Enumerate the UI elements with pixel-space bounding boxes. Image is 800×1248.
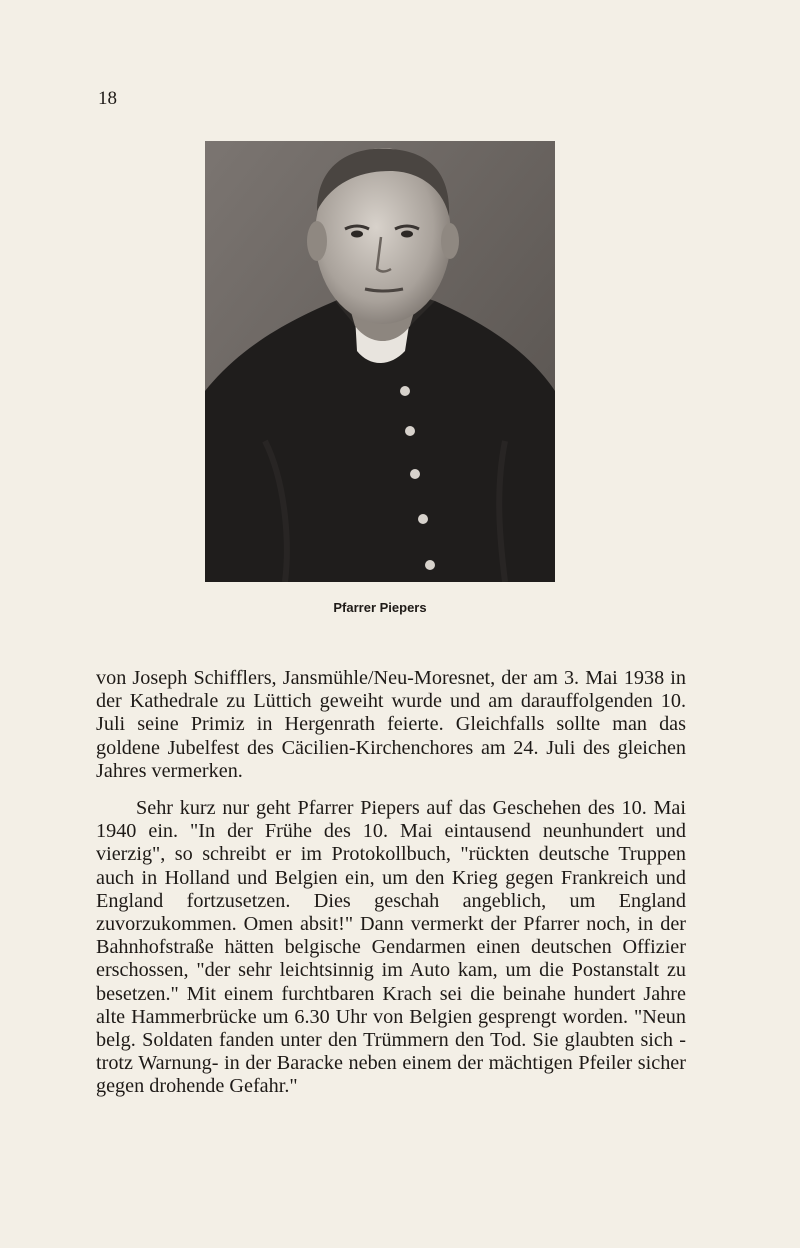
body-text bbox=[96, 667, 686, 1099]
page-number: 18 bbox=[98, 88, 117, 109]
photo-caption: Pfarrer Piepers bbox=[333, 600, 427, 615]
portrait-photo bbox=[205, 141, 555, 582]
priest-portrait-image bbox=[205, 141, 555, 582]
paragraph-1: von Joseph Schifflers, Jansmühle/Neu-Moresnet, der am 3. Mai 1938 in der Kathedrale zu Lüttich geweiht wurde und am darauffolgenden 10. Juli seine Primiz in Hergenrath feierte. Gleichfalls sollte man das goldene Jubelfest des Cäcilien-Kirchenchores am 24. Juli des gleichen Jahres vermerken. bbox=[96, 667, 686, 782]
paragraph-2: Sehr kurz nur geht Pfarrer Piepers auf das Geschehen des 10. Mai 1940 ein. "In der Frühe des 10. Mai eintausend neunhundert und vierzig", so schreibt er im Protokollbuch, "rückten deutsche Truppen auch in Holland und Belgien ein, um den Krieg gegen Frankreich und England fortzusetzen. Dies geschah angeblich, um England zuvorzukommen. Omen absit!" Dann vermerkt der Pfarrer noch, in der Bahnhofstraße hätten belgische Gendarmen einen deutschen Offizier erschossen, "der sehr leichtsinnig im Auto kam, um die Postanstalt zu besetzen." Mit einem furchtbaren Krach sei die beinahe hundert Jahre alte Hammerbrücke um 6.30 Uhr von Belgien gesprengt worden. "Neun belg. Soldaten fanden unter den Trümmern den Tod. Sie glaubten sich -trotz Warnung- in der Baracke neben einem der mächtigen Pfeiler sicher gegen drohende Gefahr." bbox=[96, 797, 686, 1098]
